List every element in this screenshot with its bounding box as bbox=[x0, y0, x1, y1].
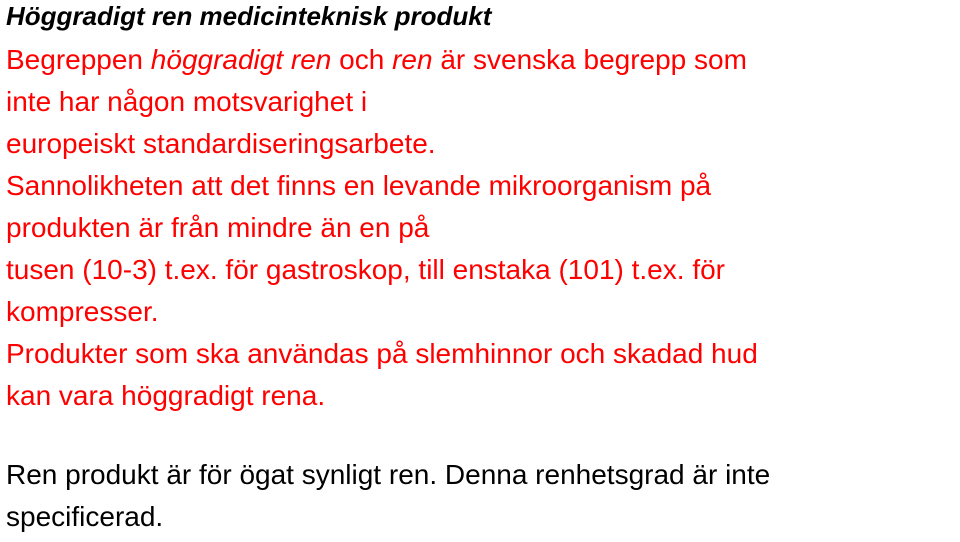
terms-line-2: inte har någon motsvarighet i bbox=[6, 86, 368, 117]
paragraph-probability bbox=[6, 165, 958, 333]
slide bbox=[6, 0, 958, 532]
probability-line-3: tusen (10-3) t.ex. för gastroskop, till enstaka (101) t.ex. för bbox=[6, 254, 725, 285]
terms-line-3: europeiskt standardiseringsarbete. bbox=[6, 128, 436, 159]
term-ren: ren bbox=[392, 44, 433, 75]
probability-line-2: produkten är från mindre än en på bbox=[6, 212, 430, 243]
clean-product-line-1: Ren produkt är för ögat synligt ren. Denna renhetsgrad är inte bbox=[6, 459, 771, 490]
mucosa-line-2: kan vara höggradigt rena. bbox=[6, 380, 326, 411]
terms-text-2: och bbox=[331, 44, 393, 75]
clean-product-line-2: specificerad. bbox=[6, 501, 164, 532]
paragraph-terms bbox=[6, 39, 958, 165]
paragraph-clean-product bbox=[6, 454, 770, 538]
slide-title: Höggradigt ren medicinteknisk produkt bbox=[6, 1, 492, 31]
term-hoggradigt-ren: höggradigt ren bbox=[150, 44, 332, 75]
mucosa-line-1: Produkter som ska användas på slemhinnor och skadad hud bbox=[6, 338, 758, 369]
terms-text-3: är svenska begrepp som bbox=[432, 44, 747, 75]
probability-line-4: kompresser. bbox=[6, 296, 159, 327]
paragraph-mucosa bbox=[6, 333, 958, 417]
probability-line-1: Sannolikheten att det finns en levande mikroorganism på bbox=[6, 170, 712, 201]
terms-text-1: Begreppen bbox=[6, 44, 151, 75]
